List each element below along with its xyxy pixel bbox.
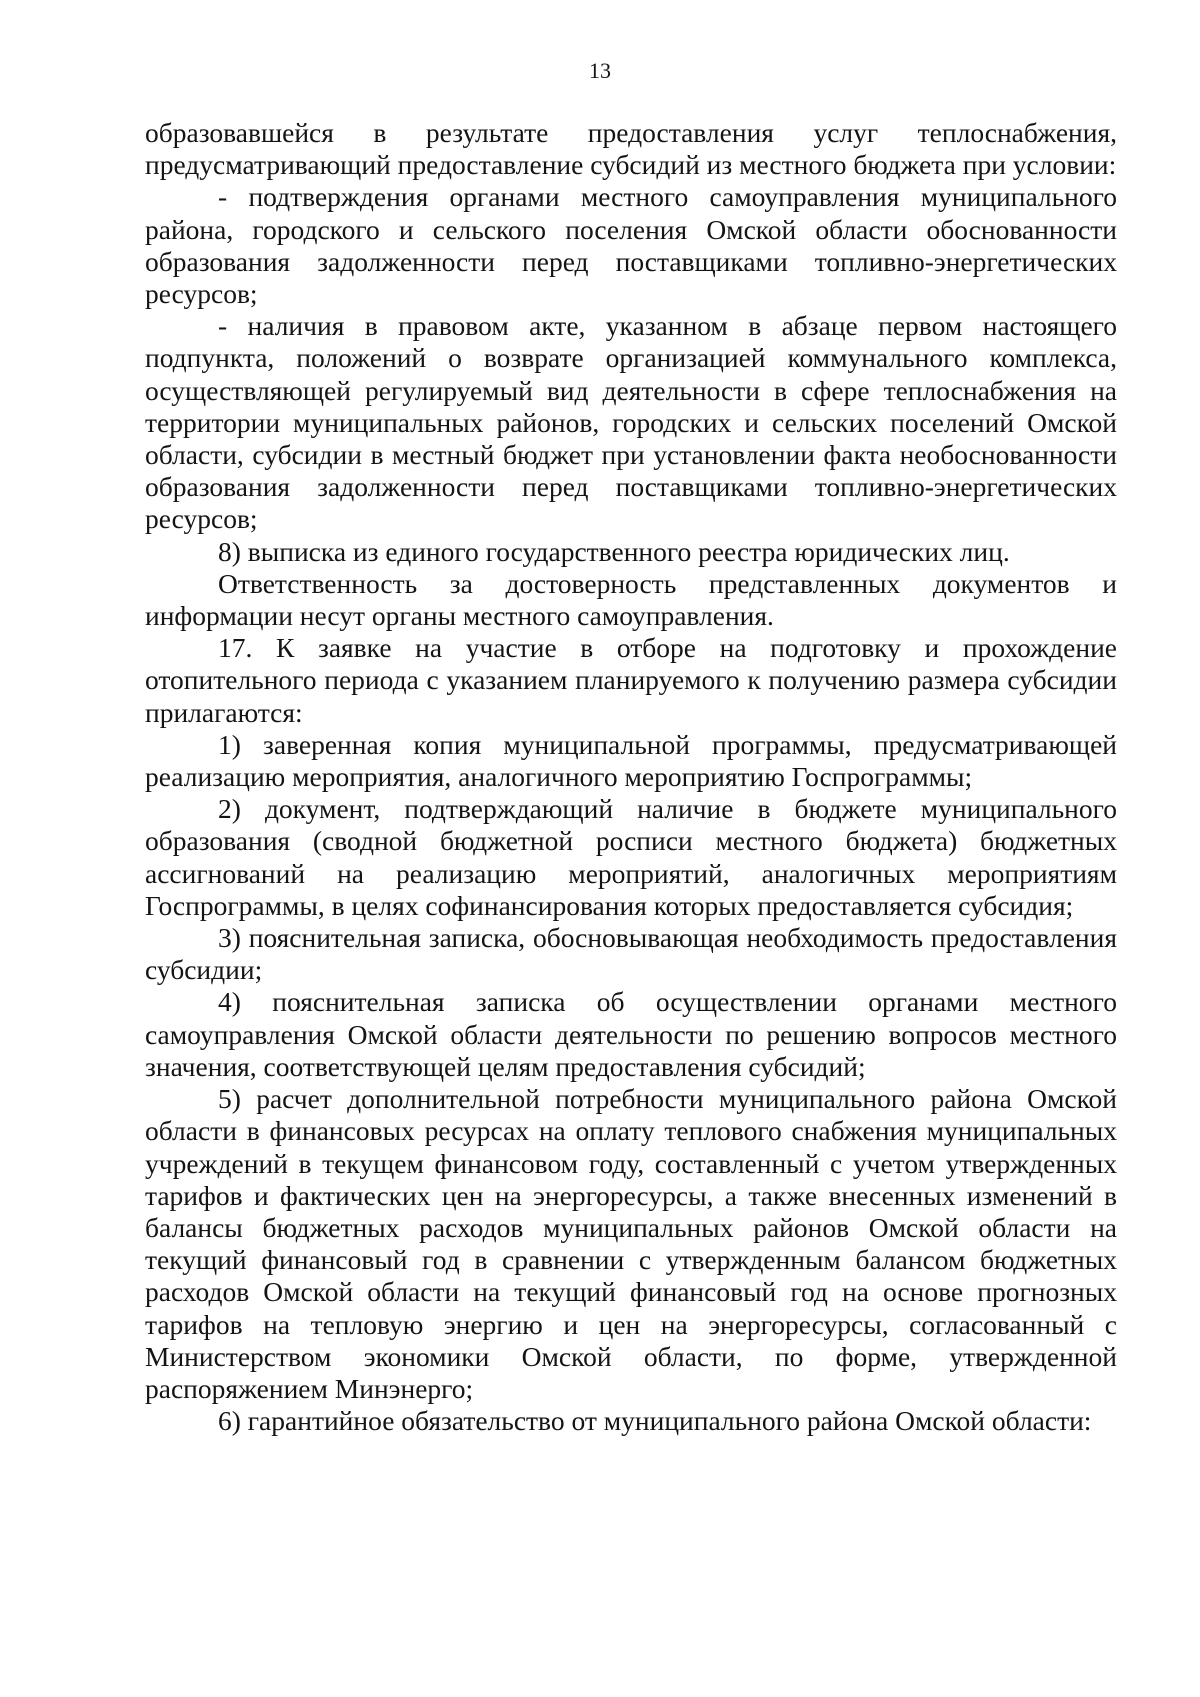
paragraph-condition-refund: - наличия в правовом акте, указанном в абзаце первом настоящего подпункта, положений о возврате организацией коммунального комплекса, осуществляющей регулируемый вид деятельности в сфере теплоснабжения на территории муниципальных районов, городских и сельских поселений Омской области, субсидии в местный бюджет при установлении факта необоснованности образования задолженности перед поставщиками топливно-энергетических ресурсов; xyxy=(145,310,1117,535)
paragraph-item-1: 1) заверенная копия муниципальной программы, предусматривающей реализацию мероприятия, аналогичного мероприятию Госпрограммы; xyxy=(145,728,1117,793)
document-body xyxy=(145,117,1117,1437)
page-number: 13 xyxy=(589,58,611,83)
paragraph-responsibility: Ответственность за достоверность представленных документов и информации несут органы местного самоуправления. xyxy=(145,567,1117,632)
paragraph-continuation: образовавшейся в результате предоставления услуг теплоснабжения, предусматривающий предоставление субсидий из местного бюджета при условии: xyxy=(145,117,1117,181)
paragraph-item-5: 5) расчет дополнительной потребности муниципального района Омской области в финансовых ресурсах на оплату теплового снабжения муниципальных учреждений в текущем финансовом году, составленный с учетом утвержденных тарифов и фактических цен на энергоресурсы, а также внесенных изменений в балансы бюджетных расходов муниципальных районов Омской области на текущий финансовый год в сравнении с утвержденным балансом бюджетных расходов Омской области на текущий финансовый год на основе прогнозных тарифов на тепловую энергию и цен на энергоресурсы, согласованный с Министерством экономики Омской области, по форме, утвержденной распоряжением Минэнерго; xyxy=(145,1083,1117,1404)
paragraph-item-3: 3) пояснительная записка, обосновывающая необходимость предоставления субсидии; xyxy=(145,922,1117,986)
paragraph-item-8: 8) выписка из единого государственного реестра юридических лиц. xyxy=(218,535,1010,567)
paragraph-section-17: 17. К заявке на участие в отборе на подготовку и прохождение отопительного периода с указанием планируемого к получению размера субсидии прилагаются: xyxy=(145,632,1117,728)
paragraph-item-6: 6) гарантийное обязательство от муниципального района Омской области: xyxy=(218,1405,1092,1437)
paragraph-item-4: 4) пояснительная записка об осуществлении органами местного самоуправления Омской области деятельности по решению вопросов местного значения, соответствующей целям предоставления субсидий; xyxy=(145,986,1117,1082)
paragraph-item-2: 2) документ, подтверждающий наличие в бюджете муниципального образования (сводной бюджетной росписи местного бюджета) бюджетных ассигнований на реализацию мероприятий, аналогичных мероприятиям Госпрограммы, в целях софинансирования которых предоставляется субсидия; xyxy=(145,793,1117,921)
paragraph-condition-confirmation: - подтверждения органами местного самоуправления муниципального района, городского и сельского поселения Омской области обоснованности образования задолженности перед поставщиками топливно-энергетических ресурсов; xyxy=(145,181,1117,310)
